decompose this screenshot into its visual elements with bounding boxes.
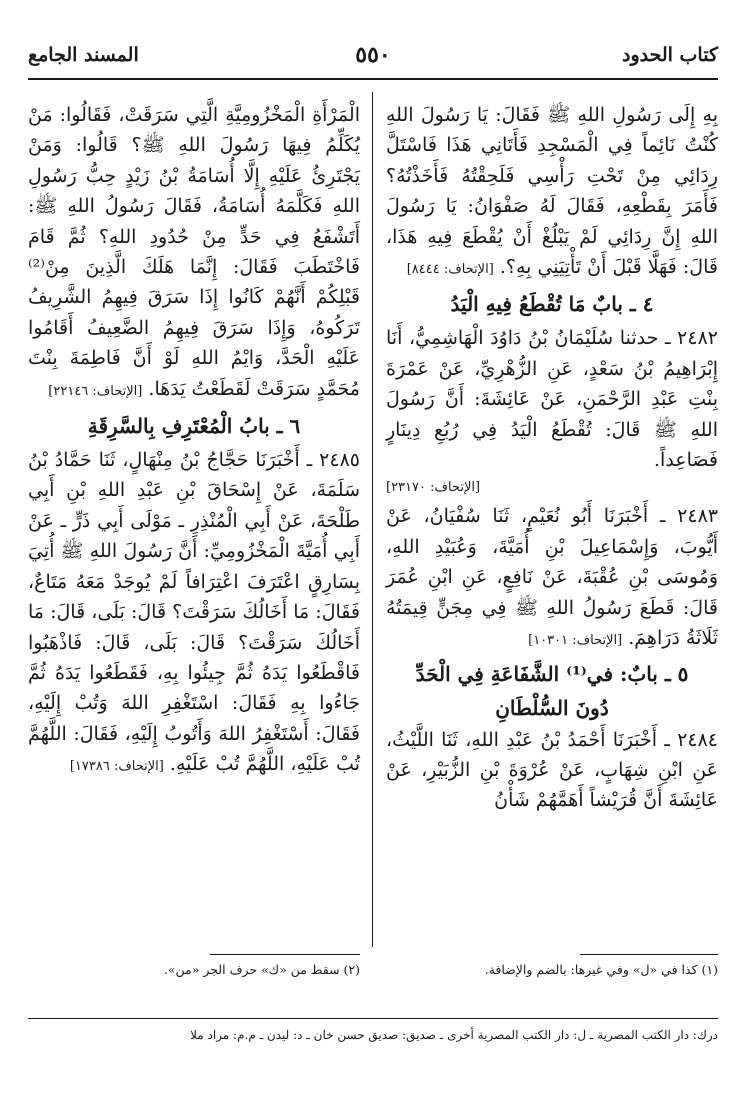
footnote-1: (١) كذا في «ل» وفي غيرها: بالضم والإضافة. [484, 962, 718, 977]
hadith-2483 [386, 501, 718, 656]
hadith-text: ٢٤٨٥ ـ أَخْبَرَنَا حَجَّاجُ بْنُ مِنْهَالٍ، ثَنَا حَمَّادُ بْنُ سَلَمَةَ، عَنْ إِسْحَاقَ بْنِ عَبْدِ اللهِ بْنِ أَبِي طَلْحَةَ، عَنْ أَبِي الْمُنْذِرِ ـ مَوْلَى أَبِي ذَرٍّ ـ عَنْ أَبِي أُمَيَّةَ الْمَخْزُومِيِّ: أَنَّ رَسُولَ اللهِ ﷺ أُتِيَ بِسَارِقٍ اعْتَرَفَ اعْتِرَافاً لَمْ يُوجَدْ مَعَهُ مَتَاعٌ، فَقَالَ: مَا أَخَالُكَ سَرَقْتَ؟ قَالَ: بَلَى، قَالَ: مَا أَخَالُكَ سَرَقْتَ؟ قَالَ: بَلَى، قَالَ: فَاذْهَبُوا فَاقْطَعُوا يَدَهُ ثُمَّ جِيئُوا بِهِ، فَقَطَعُوا يَدَهُ ثُمَّ جَاءُوا بِهِ فَقَالَ: اسْتَغْفِرِ اللهَ وَتُبْ إِلَيْهِ، فَقَالَ: أَسْتَغْفِرُ اللهَ وَأَتُوبُ إِلَيْهِ، فَقَالَ: اللَّهُمَّ تُبْ عَلَيْهِ، اللَّهُمَّ تُبْ عَلَيْهِ. [28, 449, 360, 776]
section-heading-5: ٥ ـ بابٌ: في⁽¹⁾ الشَّفَاعَةِ فِي الْحَدِّ [415, 661, 689, 686]
header-rule [28, 78, 718, 80]
ithaf-reference: [الإتحاف: ٨٤٤٤] [406, 262, 494, 278]
collection-title: المسند الجامع [28, 44, 139, 66]
hadith-text: الْمَرْأَةِ الْمَخْزُومِيَّةِ الَّتِي سَرَقَتْ، فَقَالُوا: مَنْ يُكَلِّمُ فِيهَا رَسُولَ اللهِ ﷺ؟ قَالُوا: وَمَنْ يَجْتَرِئُ عَلَيْهِ إِلَّا أُسَامَةُ بْنُ زَيْدٍ حِبُّ رَسُولِ اللهِ فَكَلَّمَهُ أُسَامَةُ، فَقَالَ رَسُولُ اللهِ ﷺ: أَتَشْفَعُ فِي حَدٍّ مِنْ حُدُودِ اللهِ؟ ثُمَّ قَامَ فَاخْتَطَبَ فَقَالَ: إِنَّمَا هَلَكَ الَّذِينَ مِنْ⁽²⁾ قَبْلِكُمْ أَنَّهُمْ كَانُوا إِذَا سَرَقَ فِيهِمُ الشَّرِيفُ تَرَكُوهُ، وَإِذَا سَرَقَ فِيهِمُ الضَّعِيفُ أَقَامُوا عَلَيْهِ الْحَدَّ، وَايْمُ اللهِ لَوْ أَنَّ فَاطِمَةَ بِنْتَ مُحَمَّدٍ سَرَقَتْ لَقَطَعْتُ يَدَهَا. [28, 104, 360, 400]
hadith-continuation [28, 100, 360, 407]
running-header [28, 40, 718, 74]
footnote-rule [210, 954, 360, 955]
hadith-text: ٢٤٨٣ ـ أَخْبَرَنَا أَبُو نُعَيْمٍ، ثَنَا سُفْيَانُ، عَنْ أَيُّوبَ، وَإِسْمَاعِيلَ بْنِ أُمَيَّةَ، وَعُبَيْدِ اللهِ، وَمُوسَى بْنِ عُقْبَةَ، عَنْ نَافِعٍ، عَنِ ابْنِ عُمَرَ قَالَ: قَطَعَ رَسُولُ اللهِ ﷺ فِي مِجَنٍّ قِيمَتُهُ ثَلَاثَةُ دَرَاهِمَ. [386, 505, 718, 650]
ithaf-reference: [الإتحاف: ٢٣١٧٠] [386, 480, 481, 496]
hadith-continuation [386, 100, 718, 285]
right-column [386, 100, 718, 816]
manuscript-sigla: درك: دار الكتب المصرية ـ ل: دار الكتب المصرية أخرى ـ صديق: صديق حسن خان ـ د: ليدن ـ م.م: مراد ملا [190, 1028, 718, 1042]
left-column [28, 100, 360, 783]
footer-rule [28, 1018, 718, 1019]
hadith-2485 [28, 445, 360, 782]
ithaf-reference: [الإتحاف: ١٧٣٨٦] [69, 759, 164, 775]
page-number: ٥٥٠ [355, 42, 391, 68]
section-heading-4: ٤ ـ بابٌ مَا تُقْطَعُ فِيهِ الْيَدُ [450, 292, 654, 317]
hadith-2484: ٢٤٨٤ ـ أَخْبَرَنَا أَحْمَدُ بْنُ عَبْدِ اللهِ، ثَنَا اللَّيْثُ، عَنِ ابْنِ شِهَابٍ، عَنْ عُرْوَةَ بْنِ الزُّبَيْرِ، عَنْ عَائِشَةَ أَنَّ قُرَيْشاً أَهَمَّهُمْ شَأْنُ [386, 728, 718, 812]
hadith-text: بِهِ إِلَى رَسُولِ اللهِ ﷺ فَقَالَ: يَا رَسُولَ اللهِ كُنْتُ نَائِماً فِي الْمَسْجِدِ فَأَتَانِي هَذَا فَاسْتَلَّ رِدَائِي مِنْ تَحْتِ رَأْسِي فَلَحِقْتُهُ فَأَخَذْتُهُ؟ فَأَمَرَ بِقَطْعِهِ، فَقَالَ لَهُ صَفْوَانُ: يَا رَسُولَ اللهِ إِنَّ رِدَائِي لَمْ يَبْلُغْ أَنْ يُقْطَعَ فِيهِ هَذَا، قَالَ: فَهَلَّا قَبْلَ أَنْ تَأْتِيَنِي بِهِ؟. [386, 104, 718, 279]
footnote-2: (٢) سقط من «ك» حرف الجر «من». [163, 962, 360, 977]
ithaf-reference: [الإتحاف: ٢٢١٤٦] [48, 383, 143, 399]
column-divider [372, 92, 373, 947]
section-heading-6: ٦ ـ بابُ الْمُعْتَرِفِ بِالسَّرِقَةِ [87, 414, 301, 439]
section-heading-5-line2: دُونَ السُّلْطَانِ [495, 695, 609, 720]
ithaf-reference: [الإتحاف: ١٠٣٠١] [528, 633, 623, 649]
hadith-2482: ٢٤٨٢ ـ حدثنا سُلَيْمَانُ بْنُ دَاوُدَ الْهَاشِمِيُّ، أَنَا إِبْرَاهِيمُ بْنُ سَعْدٍ، عَنِ الزُّهْرِيِّ، عَنْ عَمْرَةَ بِنْتِ عَبْدِ الرَّحْمَنِ، عَنْ عَائِشَةَ: أَنَّ رَسُولَ اللهِ ﷺ قَالَ: تُقْطَعُ الْيَدُ فِي رُبُعِ دِينَارٍ فَصَاعِداً. [386, 327, 718, 472]
footnote-rule [580, 954, 718, 955]
book-title: كتاب الحدود [621, 44, 718, 66]
